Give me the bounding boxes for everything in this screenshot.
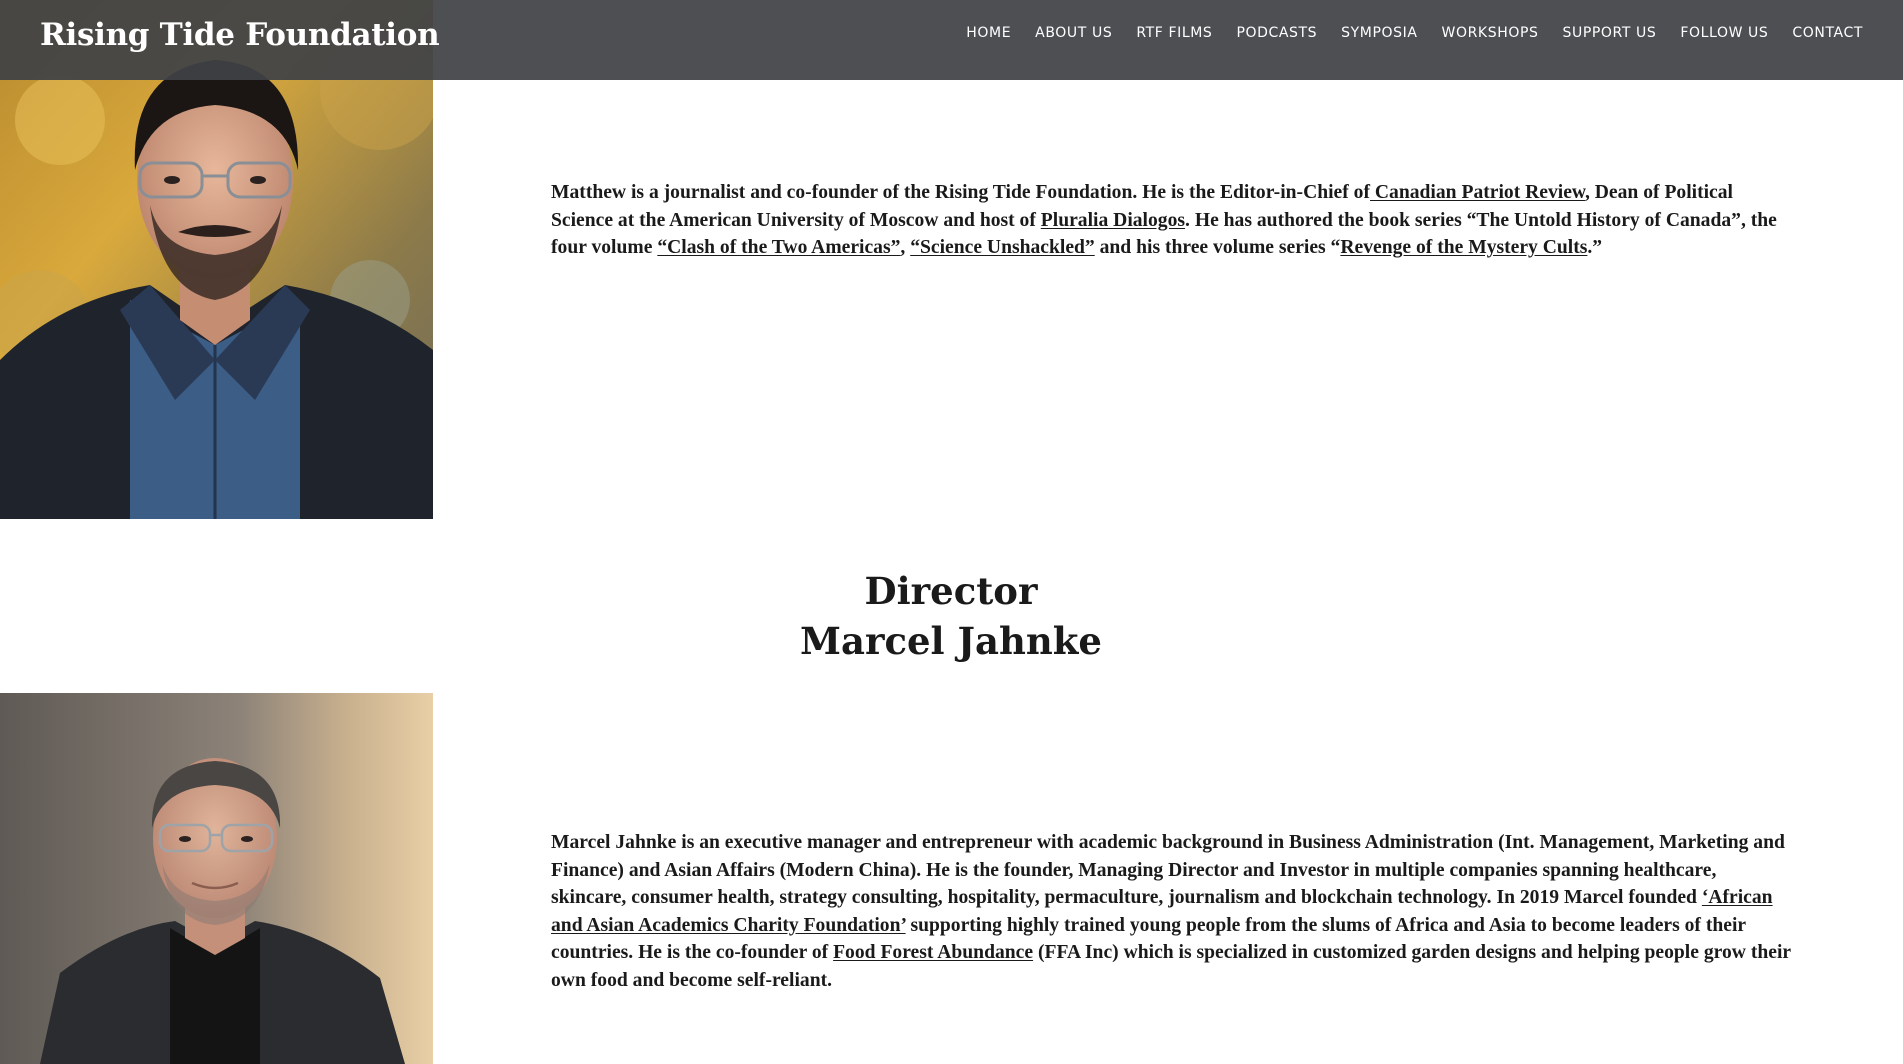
bio-text: Matthew is a journalist and co-founder of the Rising Tide Foundation. He is the Editor-in-Chief of <box>551 182 1370 203</box>
director-role: Director <box>864 569 1038 613</box>
matthew-bio <box>551 179 1791 262</box>
marcel-portrait-image <box>0 693 433 1064</box>
site-header <box>0 0 1903 80</box>
nav-home[interactable]: HOME <box>966 25 1012 41</box>
african-asian-academics-link[interactable]: ‘African and Asian Academics Charity Foundation’ <box>551 887 1773 936</box>
director-heading <box>551 566 1351 666</box>
bio-text: , Dean of Political Science at the American University of Moscow and host of <box>551 182 1733 231</box>
pluralia-dialogos-link[interactable]: Pluralia Dialogos <box>1040 209 1186 231</box>
nav-workshops[interactable]: WORKSHOPS <box>1441 25 1539 41</box>
nav-contact[interactable]: CONTACT <box>1792 25 1863 41</box>
bio-text: and his three volume series “ <box>1094 237 1341 259</box>
science-unshackled-link[interactable]: “Science Unshackled” <box>910 237 1095 259</box>
marcel-photo <box>0 693 433 1064</box>
bio-text: , <box>900 237 911 259</box>
bio-text: .” <box>1587 237 1603 259</box>
marcel-bio <box>551 829 1791 995</box>
bio-text: (FFA Inc) which is specialized in customized garden designs and helping people grow their own food and become self-reliant. <box>551 942 1791 991</box>
nav-follow-us[interactable]: FOLLOW US <box>1680 25 1769 41</box>
nav-podcasts[interactable]: PODCASTS <box>1236 25 1318 41</box>
nav-rtf-films[interactable]: RTF FILMS <box>1136 25 1213 41</box>
site-title[interactable]: Rising Tide Foundation <box>40 17 440 53</box>
revenge-of-mystery-cults-link[interactable]: Revenge of the Mystery Cults <box>1340 237 1588 259</box>
director-name: Marcel Jahnke <box>800 619 1102 663</box>
clash-of-two-americas-link[interactable]: “Clash of the Two Americas” <box>657 237 901 259</box>
nav-symposia[interactable]: SYMPOSIA <box>1341 25 1418 41</box>
bio-text: supporting highly trained young people from the slums of Africa and Asia to become leaders of their countries. He is the co-founder of <box>551 914 1746 964</box>
food-forest-abundance-link[interactable]: Food Forest Abundance <box>833 942 1034 964</box>
bio-text: . He has authored the book series “The Untold History of Canada”, the four volume <box>551 209 1777 259</box>
nav-about-us[interactable]: ABOUT US <box>1035 25 1113 41</box>
canadian-patriot-review-link[interactable]: Canadian Patriot Review <box>1370 182 1585 203</box>
main-nav <box>966 0 1863 66</box>
nav-support-us[interactable]: SUPPORT US <box>1562 25 1657 41</box>
bio-text: Marcel Jahnke is an executive manager and entrepreneur with academic background in Business Administration (Int. Management, Marketing and Finance) and Asian Affairs (Modern China). He is the founder, Managing Director and Investor in multiple companies spanning healthcare, skincare, consumer health, strategy consulting, hospitality, permaculture, journalism and blockchain technology. In 2019 Marcel founded <box>551 832 1785 909</box>
